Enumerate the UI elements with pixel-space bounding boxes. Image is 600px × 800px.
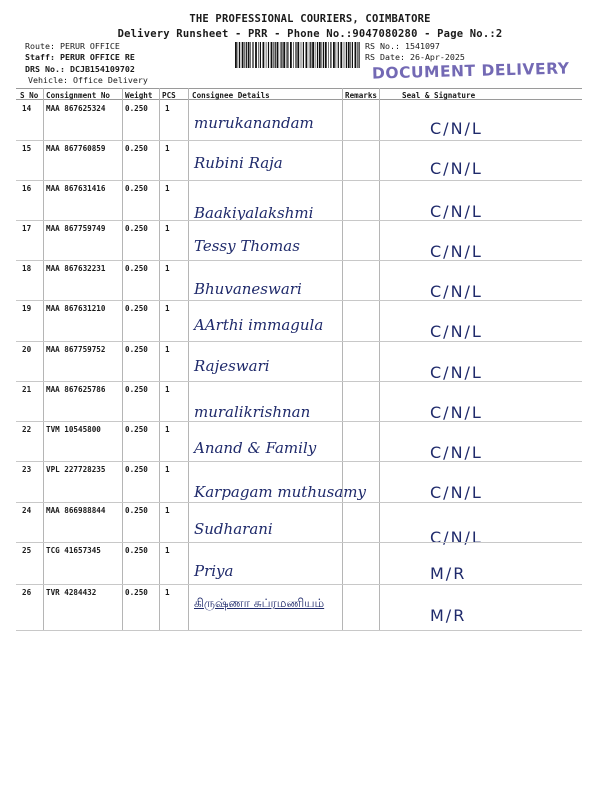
- barcode-bar: [301, 42, 302, 68]
- barcode-bar: [263, 42, 265, 68]
- barcode-bar: [295, 42, 296, 68]
- barcode-bar: [273, 42, 274, 68]
- row-rule: [16, 630, 582, 631]
- row-seal-signature: C/N/L: [430, 242, 483, 261]
- row-pcs: 1: [165, 506, 170, 515]
- row-rule: [16, 421, 582, 422]
- row-seal-signature: C/N/L: [430, 528, 483, 547]
- row-consignee-signature: கிருஷ்ணா சுப்ரமணியம்: [194, 596, 325, 610]
- row-seal-signature: C/N/L: [430, 322, 483, 341]
- row-consignee-signature: Baakiyalakshmi: [194, 204, 314, 222]
- row-pcs: 1: [165, 546, 170, 555]
- barcode-bar: [271, 42, 273, 68]
- drs-number: DRS No.: DCJB154109702: [25, 64, 135, 74]
- barcode-bar: [252, 42, 253, 68]
- table-top-rule: [16, 88, 582, 89]
- row-consignment: TCG 41657345: [46, 546, 101, 555]
- row-sno: 23: [22, 465, 32, 474]
- row-consignee-signature: Rubini Raja: [194, 154, 283, 172]
- row-consignment: MAA 867631416: [46, 184, 106, 193]
- row-consignment: MAA 867760859: [46, 144, 106, 153]
- col-divider: [188, 88, 189, 630]
- col-divider: [43, 88, 44, 630]
- row-pcs: 1: [165, 104, 170, 113]
- row-pcs: 1: [165, 184, 170, 193]
- runsheet-title: Delivery Runsheet - PRR - Phone No.:9047080280 - Page No.:2: [117, 28, 503, 40]
- row-sno: 17: [22, 224, 32, 233]
- barcode-bar: [346, 42, 347, 68]
- row-sno: 24: [22, 506, 32, 515]
- barcode-bar: [281, 42, 282, 68]
- barcode-bar: [359, 42, 360, 68]
- barcode-bar: [235, 42, 237, 68]
- row-weight: 0.250: [125, 104, 148, 113]
- row-rule: [16, 140, 582, 141]
- barcode-bar: [297, 42, 299, 68]
- row-pcs: 1: [165, 385, 170, 394]
- row-weight: 0.250: [125, 224, 148, 233]
- row-consignee-signature: Sudharani: [194, 520, 273, 538]
- row-weight: 0.250: [125, 465, 148, 474]
- row-consignee-signature: Anand & Family: [194, 439, 317, 457]
- vehicle: Vehicle: Office Delivery: [28, 75, 148, 85]
- barcode-bar: [330, 42, 331, 68]
- row-seal-signature: C/N/L: [430, 443, 483, 462]
- row-sno: 26: [22, 588, 32, 597]
- barcode-bar: [238, 42, 239, 68]
- row-consignee-signature: AArthi immagula: [194, 316, 324, 334]
- row-seal-signature: C/N/L: [430, 202, 483, 221]
- row-consignment: VPL 227728235: [46, 465, 106, 474]
- barcode-bar: [352, 42, 353, 68]
- row-seal-signature: C/N/L: [430, 282, 483, 301]
- row-sno: 14: [22, 104, 32, 113]
- row-consignment: MAA 867759749: [46, 224, 106, 233]
- row-consignment: TVR 4284432: [46, 588, 97, 597]
- col-weight: Weight: [125, 91, 153, 100]
- barcode-bar: [309, 42, 310, 68]
- route: Route: PERUR OFFICE: [25, 41, 120, 51]
- row-consignment: TVM 10545800: [46, 425, 101, 434]
- row-weight: 0.250: [125, 506, 148, 515]
- row-rule: [16, 502, 582, 503]
- row-weight: 0.250: [125, 184, 148, 193]
- row-consignment: MAA 867625786: [46, 385, 106, 394]
- barcode-bar: [336, 42, 337, 68]
- row-rule: [16, 341, 582, 342]
- row-pcs: 1: [165, 588, 170, 597]
- row-rule: [16, 220, 582, 221]
- row-consignment: MAA 866988844: [46, 506, 106, 515]
- row-weight: 0.250: [125, 546, 148, 555]
- row-weight: 0.250: [125, 588, 148, 597]
- row-weight: 0.250: [125, 345, 148, 354]
- col-divider: [159, 88, 160, 630]
- row-weight: 0.250: [125, 425, 148, 434]
- row-pcs: 1: [165, 425, 170, 434]
- barcode-bar: [310, 42, 311, 68]
- barcode-bar: [242, 42, 244, 68]
- col-pcs: PCS: [162, 91, 176, 100]
- barcode-bar: [357, 42, 358, 68]
- row-consignment: MAA 867759752: [46, 345, 106, 354]
- col-seal: Seal & Signature: [402, 91, 476, 100]
- row-consignee-signature: muralikrishnan: [194, 403, 311, 421]
- row-consignee-signature: Tessy Thomas: [194, 237, 300, 255]
- row-weight: 0.250: [125, 304, 148, 313]
- col-divider: [379, 88, 380, 630]
- row-weight: 0.250: [125, 264, 148, 273]
- barcode-bar: [325, 42, 327, 68]
- barcode-bar: [244, 42, 245, 68]
- barcode-bar: [348, 42, 350, 68]
- row-consignment: MAA 867631210: [46, 304, 106, 313]
- barcode-bar: [290, 42, 292, 68]
- col-divider: [122, 88, 123, 630]
- barcode-bar: [286, 42, 287, 68]
- row-rule: [16, 260, 582, 261]
- row-weight: 0.250: [125, 144, 148, 153]
- row-rule: [16, 584, 582, 585]
- row-consignee-signature: murukanandam: [194, 114, 314, 132]
- row-seal-signature: C/N/L: [430, 363, 483, 382]
- row-pcs: 1: [165, 345, 170, 354]
- row-rule: [16, 542, 582, 543]
- barcode-bar: [239, 42, 240, 68]
- row-pcs: 1: [165, 304, 170, 313]
- barcode-bar: [355, 42, 357, 68]
- barcode-bar: [312, 42, 314, 68]
- row-sno: 20: [22, 345, 32, 354]
- row-consignment: MAA 867632231: [46, 264, 106, 273]
- row-seal-signature: C/N/L: [430, 403, 483, 422]
- company-title: THE PROFESSIONAL COURIERS, COIMBATORE: [189, 13, 431, 25]
- col-remarks: Remarks: [345, 91, 378, 100]
- row-sno: 25: [22, 546, 32, 555]
- row-consignment: MAA 867625324: [46, 104, 106, 113]
- row-weight: 0.250: [125, 385, 148, 394]
- barcode-bar: [315, 42, 316, 68]
- col-divider: [342, 88, 343, 630]
- barcode-bar: [277, 42, 279, 68]
- row-sno: 22: [22, 425, 32, 434]
- barcode-bar: [275, 42, 276, 68]
- barcode-image: [235, 42, 360, 68]
- barcode-bar: [319, 42, 321, 68]
- barcode-bar: [250, 42, 251, 68]
- barcode-bar: [255, 42, 257, 68]
- barcode-bar: [317, 42, 318, 68]
- barcode-bar: [344, 42, 345, 68]
- barcode-bar: [268, 42, 269, 68]
- row-seal-signature: C/N/L: [430, 159, 483, 178]
- barcode-bar: [333, 42, 335, 68]
- barcode-bar: [322, 42, 323, 68]
- row-rule: [16, 180, 582, 181]
- row-sno: 15: [22, 144, 32, 153]
- row-pcs: 1: [165, 144, 170, 153]
- row-sno: 18: [22, 264, 32, 273]
- barcode-bar: [306, 42, 308, 68]
- row-seal-signature: C/N/L: [430, 483, 483, 502]
- row-pcs: 1: [165, 264, 170, 273]
- row-consignee-signature: Rajeswari: [194, 357, 270, 375]
- barcode-bar: [280, 42, 281, 68]
- row-consignee-signature: Bhuvaneswari: [194, 280, 302, 298]
- barcode-bar: [246, 42, 247, 68]
- row-sno: 16: [22, 184, 32, 193]
- rs-number: RS No.: 1541097: [365, 41, 440, 51]
- barcode-bar: [248, 42, 250, 68]
- rs-date: RS Date: 26-Apr-2025: [365, 52, 465, 62]
- row-pcs: 1: [165, 224, 170, 233]
- row-rule: [16, 461, 582, 462]
- col-sno: S No: [20, 91, 39, 100]
- barcode-bar: [338, 42, 339, 68]
- barcode-bar: [323, 42, 324, 68]
- barcode-bar: [340, 42, 342, 68]
- row-seal-signature: M/R: [430, 606, 467, 625]
- row-rule: [16, 381, 582, 382]
- col-consignee: Consignee Details: [192, 91, 270, 100]
- row-seal-signature: C/N/L: [430, 119, 483, 138]
- barcode-bar: [303, 42, 304, 68]
- barcode-bar: [350, 42, 351, 68]
- barcode-bar: [328, 42, 329, 68]
- row-sno: 21: [22, 385, 32, 394]
- barcode-bar: [293, 42, 294, 68]
- document-delivery-stamp: DOCUMENT DELIVERY: [371, 59, 570, 83]
- row-consignee-signature: Karpagam muthusamy: [194, 483, 366, 501]
- row-pcs: 1: [165, 465, 170, 474]
- barcode-bar: [266, 42, 267, 68]
- row-seal-signature: M/R: [430, 564, 467, 583]
- staff: Staff: PERUR OFFICE RE: [25, 52, 135, 62]
- row-consignee-signature: Priya: [194, 562, 234, 580]
- barcode-bar: [283, 42, 285, 68]
- row-rule: [16, 300, 582, 301]
- barcode-bar: [287, 42, 288, 68]
- barcode-bar: [260, 42, 261, 68]
- row-sno: 19: [22, 304, 32, 313]
- col-consignment: Consignment No: [46, 91, 111, 100]
- barcode-bar: [258, 42, 259, 68]
